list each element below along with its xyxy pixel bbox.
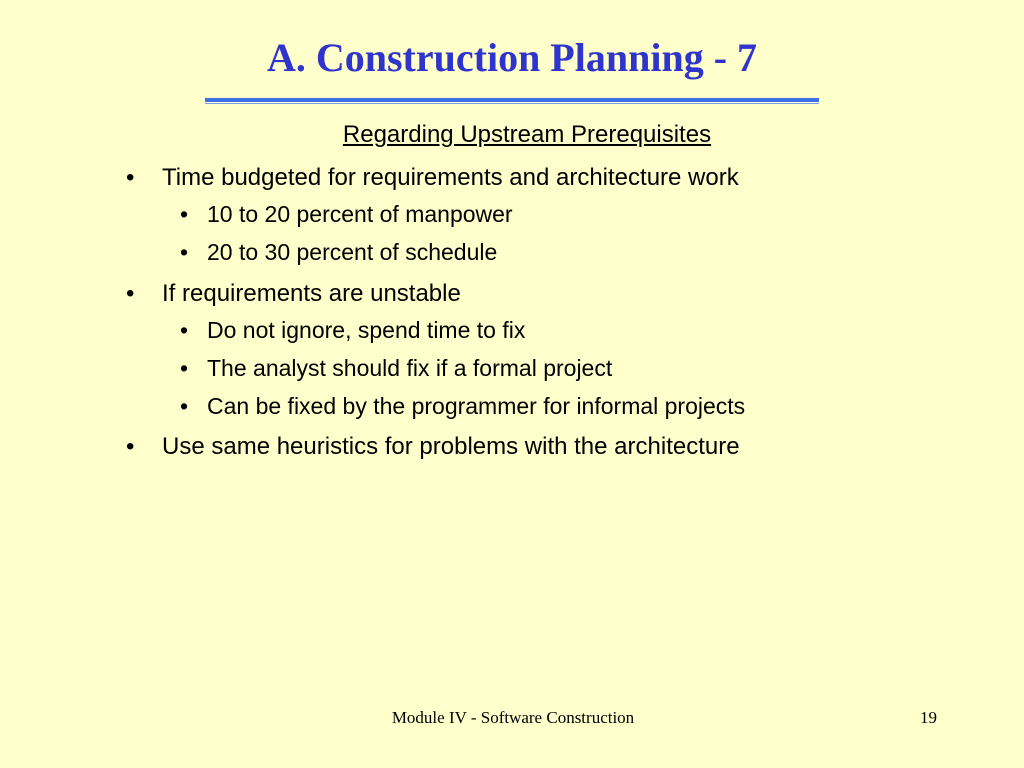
footer-page-number: 19 (920, 708, 937, 727)
title-rule-thin (205, 103, 819, 104)
bullet-text: The analyst should fix if a formal project (207, 355, 613, 381)
sub-bullet-item (180, 392, 746, 421)
bullet-item (126, 279, 461, 309)
bullet-marker: • (180, 201, 189, 227)
bullet-text: Can be fixed by the programmer for informal projects (207, 393, 746, 419)
sub-bullet-item (180, 316, 526, 345)
bullet-text: Time budgeted for requirements and architecture work (162, 164, 739, 191)
title-underline-rule (205, 98, 819, 104)
slide-subheading: Regarding Upstream Prerequisites (342, 121, 712, 148)
footer-module-label: Module IV - Software Construction (391, 708, 635, 727)
slide-title: A. Construction Planning - 7 (266, 35, 758, 80)
bullet-text: 20 to 30 percent of schedule (207, 239, 498, 265)
sub-bullet-item (180, 200, 513, 229)
bullet-marker: • (126, 433, 135, 460)
bullet-marker: • (180, 393, 189, 419)
bullet-marker: • (126, 164, 135, 191)
sub-bullet-item (180, 238, 498, 267)
bullet-marker: • (180, 317, 189, 343)
bullet-marker: • (180, 355, 189, 381)
bullet-text: Do not ignore, spend time to fix (207, 317, 526, 343)
sub-bullet-item (180, 354, 613, 383)
bullet-marker: • (180, 239, 189, 265)
bullet-text: Use same heuristics for problems with the architecture (162, 433, 740, 460)
bullet-text: 10 to 20 percent of manpower (207, 201, 513, 227)
bullet-item (126, 163, 739, 193)
bullet-text: If requirements are unstable (162, 280, 461, 307)
title-rule-thick (205, 98, 819, 102)
bullet-marker: • (126, 280, 135, 307)
bullet-item (126, 432, 740, 462)
